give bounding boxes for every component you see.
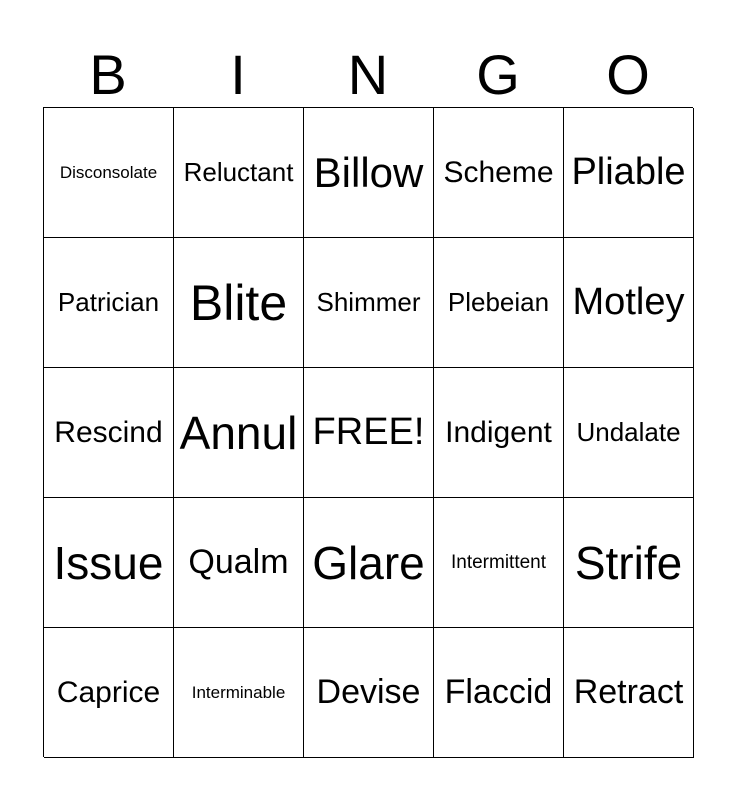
bingo-cell[interactable]: Caprice: [44, 628, 174, 758]
bingo-cell[interactable]: Rescind: [44, 368, 174, 498]
header-letter-o: O: [606, 43, 650, 106]
header-letter-i: I: [230, 43, 246, 106]
bingo-cell[interactable]: Glare: [304, 498, 434, 628]
bingo-cell[interactable]: Undalate: [564, 368, 694, 498]
bingo-cell[interactable]: Disconsolate: [44, 108, 174, 238]
bingo-cell[interactable]: Pliable: [564, 108, 694, 238]
bingo-cell[interactable]: Annul: [174, 368, 304, 498]
bingo-cell[interactable]: Indigent: [434, 368, 564, 498]
bingo-cell[interactable]: Intermittent: [434, 498, 564, 628]
bingo-cell[interactable]: Patrician: [44, 238, 174, 368]
bingo-cell[interactable]: Flaccid: [434, 628, 564, 758]
bingo-cell[interactable]: Blite: [174, 238, 304, 368]
free-space-cell[interactable]: FREE!: [304, 368, 434, 498]
bingo-header: [43, 42, 693, 108]
bingo-cell[interactable]: Retract: [564, 628, 694, 758]
header-letter-b: B: [89, 43, 127, 106]
bingo-cell[interactable]: Billow: [304, 108, 434, 238]
bingo-cell[interactable]: Reluctant: [174, 108, 304, 238]
bingo-board: [43, 107, 693, 757]
bingo-cell[interactable]: Issue: [44, 498, 174, 628]
bingo-cell[interactable]: Interminable: [174, 628, 304, 758]
bingo-cell[interactable]: Plebeian: [434, 238, 564, 368]
header-letter-n: N: [347, 43, 389, 106]
bingo-cell[interactable]: Qualm: [174, 498, 304, 628]
bingo-cell[interactable]: Devise: [304, 628, 434, 758]
bingo-cell[interactable]: Motley: [564, 238, 694, 368]
bingo-cell[interactable]: Shimmer: [304, 238, 434, 368]
header-letter-g: G: [476, 43, 520, 106]
bingo-cell[interactable]: Strife: [564, 498, 694, 628]
bingo-cell[interactable]: Scheme: [434, 108, 564, 238]
